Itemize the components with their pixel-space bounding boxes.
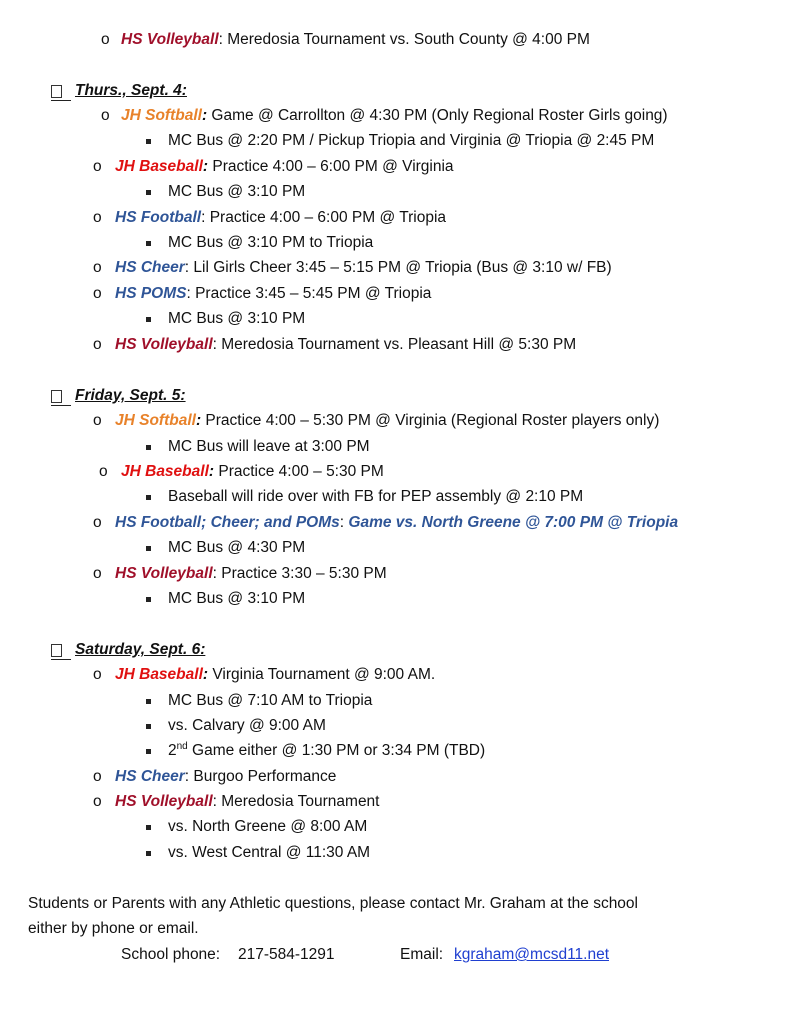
sub-item: MC Bus @ 4:30 PM (168, 539, 306, 556)
sub-item: MC Bus @ 7:10 AM to Triopia (168, 692, 373, 709)
event-details: Game vs. North Greene @ 7:00 PM @ Triopia (348, 514, 679, 531)
team-label: JH Baseball (115, 666, 203, 683)
circle-bullet-icon: o (93, 768, 102, 785)
team-label: HS Volleyball (115, 793, 213, 810)
heading-underline (51, 659, 71, 660)
event-details: : Practice 4:00 – 6:00 PM @ Triopia (201, 209, 447, 226)
separator: : (202, 158, 209, 175)
team-label: HS Volleyball (115, 565, 213, 582)
event-details: Game @ Carrollton @ 4:30 PM (Only Regional Roster Girls going) (207, 107, 668, 124)
team-label: JH Baseball (115, 158, 203, 175)
event-line (115, 208, 446, 228)
event-line (115, 335, 576, 355)
square-bullet-icon (146, 546, 151, 551)
team-label: HS Volleyball (121, 31, 219, 48)
day-heading: Saturday, Sept. 6: (75, 641, 206, 658)
circle-bullet-icon: o (93, 285, 102, 302)
footer-contact-text: Students or Parents with any Athletic questions, please contact Mr. Graham at the school (28, 895, 638, 912)
square-bullet-icon (146, 445, 151, 450)
square-bullet-icon (146, 825, 151, 830)
event-line (115, 665, 435, 685)
sub-item (168, 741, 485, 761)
circle-bullet-icon: o (101, 107, 110, 124)
heading-underline (51, 405, 71, 406)
event-details: : Lil Girls Cheer 3:45 – 5:15 PM @ Triopia (Bus @ 3:10 w/ FB) (184, 259, 612, 276)
circle-bullet-icon: o (93, 565, 102, 582)
footer-contact-text-2: either by phone or email. (28, 920, 199, 937)
square-bullet-icon (146, 749, 151, 754)
checkbox-bullet-icon (51, 644, 62, 657)
sub-item: MC Bus will leave at 3:00 PM (168, 438, 370, 455)
circle-bullet-icon: o (93, 666, 102, 683)
separator: : (208, 463, 215, 480)
email-link[interactable]: kgraham@mcsd11.net (454, 946, 610, 963)
square-bullet-icon (146, 317, 151, 322)
circle-bullet-icon: o (93, 412, 102, 429)
square-bullet-icon (146, 597, 151, 602)
event-details: : Meredosia Tournament (212, 793, 380, 810)
circle-bullet-icon: o (93, 158, 102, 175)
ordinal-suffix: nd (176, 740, 188, 752)
separator: : (201, 107, 208, 124)
phone-label: School phone: (121, 946, 221, 963)
event-line (115, 258, 612, 278)
sub-item: MC Bus @ 2:20 PM / Pickup Triopia and Virginia @ Triopia @ 2:45 PM (168, 132, 655, 149)
sub-item: vs. Calvary @ 9:00 AM (168, 717, 326, 734)
team-label: HS Football; Cheer; and POMs (115, 514, 340, 531)
circle-bullet-icon: o (93, 793, 102, 810)
circle-bullet-icon: o (101, 31, 110, 48)
day-heading: Thurs., Sept. 4: (75, 82, 187, 99)
sub-item: Baseball will ride over with FB for PEP assembly @ 2:10 PM (168, 488, 584, 505)
team-label: HS Cheer (115, 259, 185, 276)
sub-item: vs. North Greene @ 8:00 AM (168, 818, 368, 835)
circle-bullet-icon: o (99, 463, 108, 480)
event-details: : Meredosia Tournament vs. Pleasant Hill @ 5:30 PM (212, 336, 577, 353)
email-label: Email: (400, 946, 444, 963)
team-label: JH Baseball (121, 463, 209, 480)
circle-bullet-icon: o (93, 514, 102, 531)
checkbox-bullet-icon (51, 85, 62, 98)
event-line (121, 106, 668, 126)
square-bullet-icon (146, 699, 151, 704)
team-label: HS Volleyball (115, 336, 213, 353)
event-details: : Practice 3:45 – 5:45 PM @ Triopia (186, 285, 432, 302)
event-line (121, 30, 590, 50)
event-details: : Burgoo Performance (184, 768, 337, 785)
team-label: HS POMS (115, 285, 187, 302)
circle-bullet-icon: o (93, 259, 102, 276)
heading-underline (51, 100, 71, 101)
event-line (115, 767, 336, 787)
checkbox-bullet-icon (51, 390, 62, 403)
event-details: : Practice 3:30 – 5:30 PM (212, 565, 387, 582)
separator: : (195, 412, 202, 429)
event-line (115, 411, 659, 431)
event-details: Practice 4:00 – 5:30 PM @ Virginia (Regional Roster players only) (201, 412, 660, 429)
circle-bullet-icon: o (93, 209, 102, 226)
sub-item: MC Bus @ 3:10 PM (168, 183, 306, 200)
sub-item: MC Bus @ 3:10 PM (168, 590, 306, 607)
square-bullet-icon (146, 241, 151, 246)
sub-item-text: Game either @ 1:30 PM or 3:34 PM (TBD) (187, 742, 486, 759)
square-bullet-icon (146, 139, 151, 144)
event-line (115, 284, 431, 304)
day-heading: Friday, Sept. 5: (75, 387, 186, 404)
ordinal-number: 2 (168, 742, 177, 759)
event-line (115, 513, 678, 533)
separator: : (202, 666, 209, 683)
event-details: : Meredosia Tournament vs. South County @ 4:00 PM (218, 31, 590, 48)
team-label: HS Cheer (115, 768, 185, 785)
event-line (115, 157, 454, 177)
event-details: Virginia Tournament @ 9:00 AM. (208, 666, 436, 683)
square-bullet-icon (146, 495, 151, 500)
event-line (115, 564, 387, 584)
team-label: HS Football (115, 209, 202, 226)
event-line (121, 462, 384, 482)
circle-bullet-icon: o (93, 336, 102, 353)
team-label: JH Softball (115, 412, 196, 429)
separator: : (339, 514, 349, 531)
event-line (115, 792, 380, 812)
sub-item: vs. West Central @ 11:30 AM (168, 844, 371, 861)
event-details: Practice 4:00 – 6:00 PM @ Virginia (208, 158, 454, 175)
sub-item: MC Bus @ 3:10 PM (168, 310, 306, 327)
phone-number: 217-584-1291 (238, 946, 335, 963)
square-bullet-icon (146, 851, 151, 856)
square-bullet-icon (146, 724, 151, 729)
sub-item: MC Bus @ 3:10 PM to Triopia (168, 234, 374, 251)
team-label: JH Softball (121, 107, 202, 124)
square-bullet-icon (146, 190, 151, 195)
event-details: Practice 4:00 – 5:30 PM (214, 463, 384, 480)
